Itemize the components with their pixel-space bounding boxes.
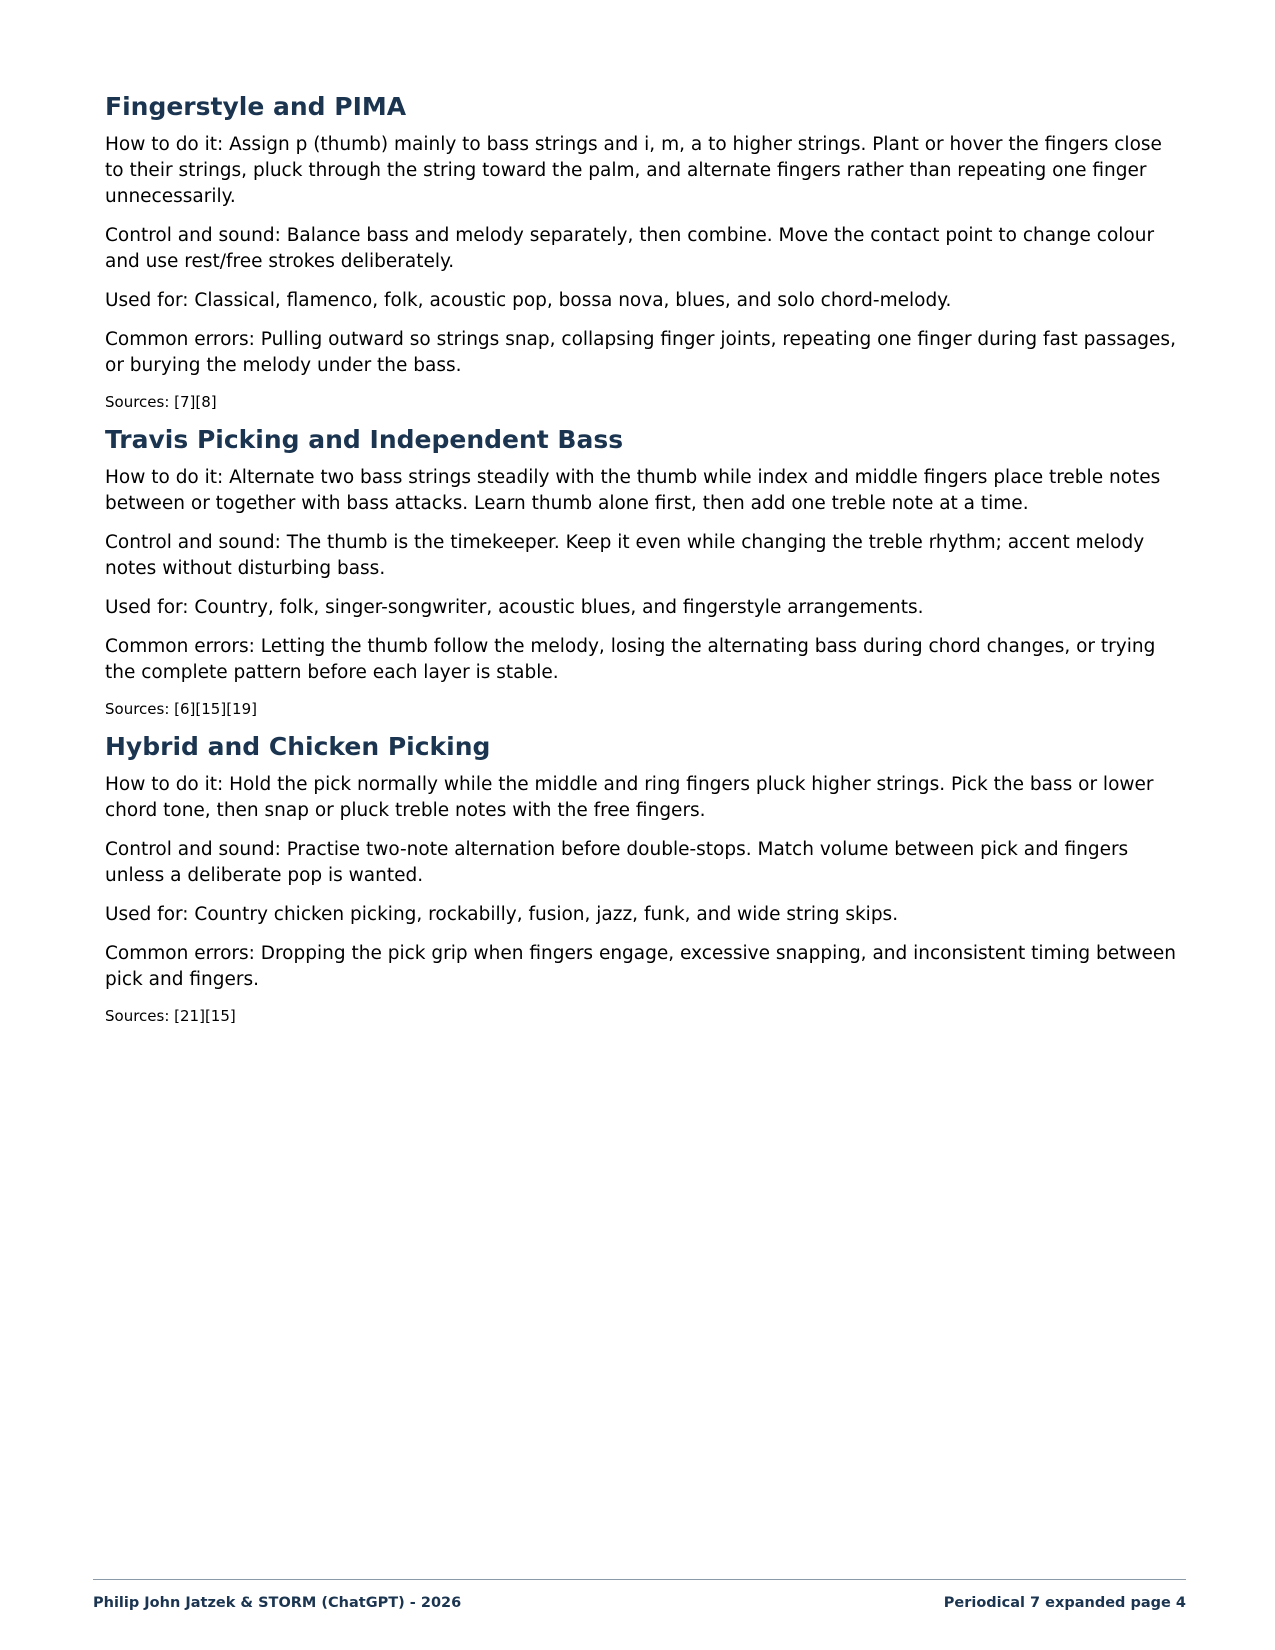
sources-line: Sources: [21][15]: [105, 1007, 236, 1025]
footer-divider: [93, 1579, 1186, 1580]
how-to-paragraph: How to do it: Hold the pick normally while the middle and ring fingers pluck higher strings. Pick the bass or lower chord tone, then snap or pluck treble notes with the free fingers.: [105, 774, 1154, 821]
control-paragraph: Control and sound: Balance bass and melody separately, then combine. Move the contact point to change colour and use rest/free strokes deliberately.: [105, 225, 1155, 272]
used-for-paragraph: Used for: Country, folk, singer-songwriter, acoustic blues, and fingerstyle arrangements.: [105, 597, 924, 618]
footer-page-label: Periodical 7 expanded page 4: [943, 1595, 1186, 1611]
sources-line: Sources: [7][8]: [105, 393, 217, 411]
page-content: [105, 92, 1180, 1039]
sources-line: Sources: [6][15][19]: [105, 700, 257, 718]
section-travis-picking: [105, 425, 1180, 719]
control-paragraph: Control and sound: The thumb is the timekeeper. Keep it even while changing the treble rhythm; accent melody notes without disturbing bass.: [105, 532, 1145, 579]
used-for-paragraph: Used for: Classical, flamenco, folk, acoustic pop, bossa nova, blues, and solo chord-melody.: [105, 290, 952, 311]
common-errors-paragraph: Common errors: Dropping the pick grip when fingers engage, excessive snapping, and inconsistent timing between pick and fingers.: [105, 943, 1177, 990]
how-to-paragraph: How to do it: Alternate two bass strings steadily with the thumb while index and middle fingers place treble notes between or together with bass attacks. Learn thumb alone first, then add one treble note at a time.: [105, 467, 1161, 514]
common-errors-paragraph: Common errors: Letting the thumb follow the melody, losing the alternating bass during chord changes, or trying the complete pattern before each layer is stable.: [105, 636, 1156, 683]
section-title: Travis Picking and Independent Bass: [105, 425, 624, 454]
section-fingerstyle: [105, 92, 1180, 412]
footer-author: Philip John Jatzek & STORM (ChatGPT) - 2026: [93, 1595, 462, 1611]
used-for-paragraph: Used for: Country chicken picking, rockabilly, fusion, jazz, funk, and wide string skips.: [105, 904, 899, 925]
section-title: Hybrid and Chicken Picking: [105, 732, 491, 761]
section-hybrid-picking: [105, 732, 1180, 1026]
common-errors-paragraph: Common errors: Pulling outward so strings snap, collapsing finger joints, repeating one finger during fast passages, or burying the melody under the bass.: [105, 329, 1176, 376]
how-to-paragraph: How to do it: Assign p (thumb) mainly to bass strings and i, m, a to higher strings. Plant or hover the fingers close to their strings, pluck through the string toward the palm, and alternate fingers rather than repeating one finger unnecessarily.: [105, 134, 1162, 207]
section-title: Fingerstyle and PIMA: [105, 92, 407, 121]
control-paragraph: Control and sound: Practise two-note alternation before double-stops. Match volume between pick and fingers unless a deliberate pop is wanted.: [105, 839, 1129, 886]
